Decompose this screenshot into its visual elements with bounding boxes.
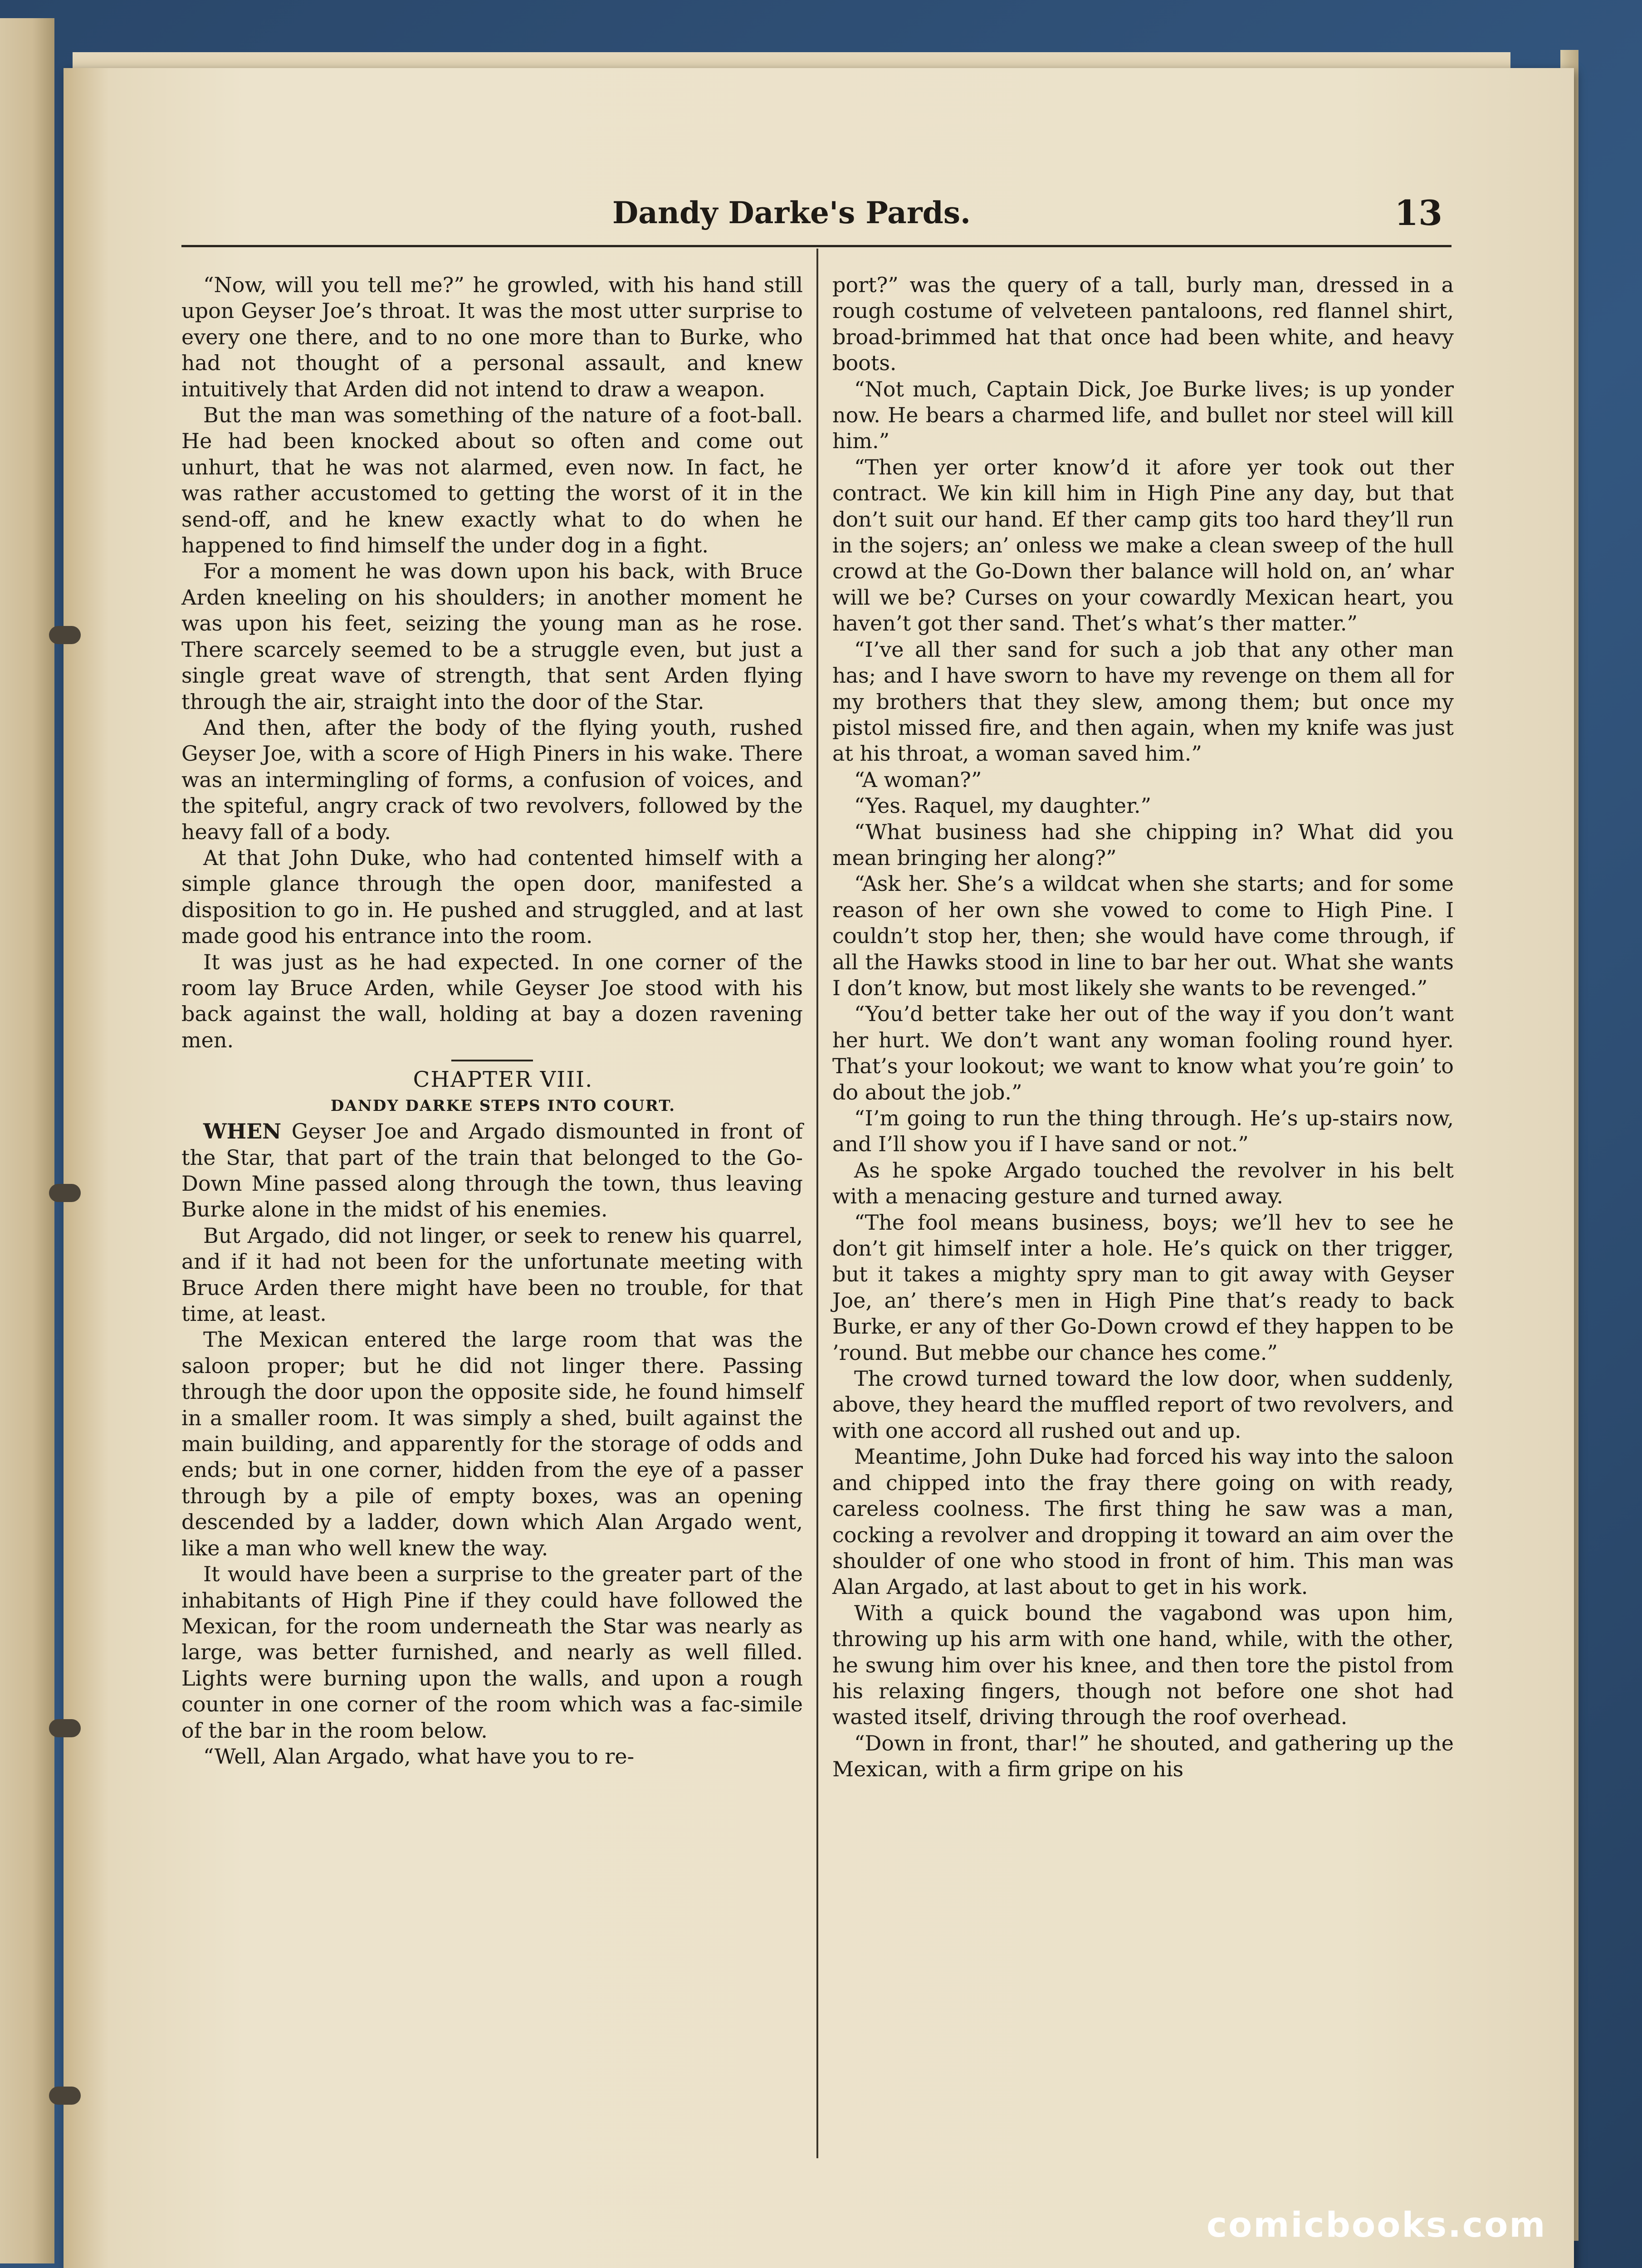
paragraph: At that John Duke, who had contented himself with a simple glance through the open door, manifested a disposition to go in. He pushed and struggled, and at last made good his entrance into the room.: [181, 845, 803, 948]
paragraph: For a moment he was down upon his back, with Bruce Arden kneeling on his shoulders; in another moment he was upon his feet, seizing the young man as he rose. There scarcely seemed to be a struggle even, but just a single great wave of strength, that sent Arden flying through the air, straight into the door of the Star.: [181, 559, 803, 714]
paragraph: And then, after the body of the flying youth, rushed Geyser Joe, with a score of High Piners in his wake. There was an intermingling of forms, a confusion of voices, and the spiteful, angry crack of two revolvers, followed by the heavy fall of a body.: [181, 715, 803, 844]
paragraph: “Then yer orter know’d it afore yer took out ther contract. We kin kill him in High Pine any day, but that don’t suit our hand. Ef ther camp gits too hard they’ll run in the sojers; an’ onless we make a clean sweep of the hull crowd at the Go-Down ther balance will hold on, an’ whar will we be? Curses on your cowardly Mexican heart, you haven’t got ther sand. Thet’s what’s ther matter.”: [832, 455, 1454, 636]
header-rule: [181, 245, 1451, 247]
paragraph: The crowd turned toward the low door, when suddenly, above, they heard the muffled report of two revolvers, and with one accord all rushed out and up.: [832, 1366, 1454, 1443]
running-head: [181, 181, 1451, 240]
paragraph: “You’d better take her out of the way if you don’t want her hurt. We don’t want any woman fooling round hyer. That’s your lookout; we want to know what you’re goin’ to do about the job.”: [832, 1002, 1454, 1105]
paragraph: “Down in front, thar!” he shouted, and gathering up the Mexican, with a firm gripe on his: [832, 1730, 1454, 1782]
binding-stitch: [49, 1184, 81, 1202]
paragraph: “A woman?”: [854, 767, 982, 792]
binding-stitch: [49, 626, 81, 644]
facing-page-edge: [0, 18, 54, 2263]
paragraph-text: Geyser Joe and Argado dismounted in front of the Star, that part of the train that belonged to the Go-Down Mine passed along through the town, thus leaving Burke alone in the midst of his enemies.: [181, 1119, 803, 1222]
paragraph: But Argado, did not linger, or seek to renew his quarrel, and if it had not been for the unfortunate meeting with Bruce Arden there might have been no trouble, for that time, at least.: [181, 1223, 803, 1326]
paragraph: It would have been a surprise to the greater part of the inhabitants of High Pine if they could have followed the Mexican, for the room underneath the Star was nearly as large, was better furnished, and nearly as well filled. Lights were burning upon the walls, and upon a rough counter in one corner of the room which was a fac-simile of the bar in the room below.: [181, 1562, 803, 1743]
continued-paragraph: port?” was the query of a tall, burly man, dressed in a rough costume of velveteen pantaloons, red flannel shirt, broad-brimmed hat that once had been white, and heavy boots.: [832, 273, 1454, 376]
left-column: [181, 272, 803, 1769]
small-caps-lead: WHEN: [203, 1119, 282, 1144]
binding-stitch: [49, 2087, 81, 2105]
site-watermark: comicbooks.com: [1207, 2204, 1547, 2245]
binding-stitch: [49, 1719, 81, 1737]
paragraph: The Mexican entered the large room that was the saloon proper; but he did not linger there. Passing through the door upon the opposite side, he found himself in a smaller room. It was simply a shed, built against the main building, and apparently for the storage of odds and ends; but in one corner, hidden from the eye of a passer through by a pile of empty boxes, was an opening descended by a ladder, down which Alan Argado went, like a man who well knew the way.: [181, 1327, 803, 1560]
chapter-subtitle: DANDY DARKE STEPS INTO COURT.: [330, 1097, 676, 1115]
paragraph: “The fool means business, boys; we’ll hev to see he don’t git himself inter a hole. He’s quick on ther trigger, but it takes a mighty spry man to git away with Geyser Joe, an’ there’s men in High Pine that’s ready to back Burke, er any of ther Go-Down crowd ef they happen to be ’round. But mebbe our chance hes come.”: [832, 1210, 1454, 1365]
paragraph: But the man was something of the nature of a foot-ball. He had been knocked about so often and come out unhurt, that he was not alarmed, even now. In fact, he was rather accustomed to getting the worst of it in the send-off, and he knew exactly what to do when he happened to find himself the under dog in a fight.: [181, 403, 803, 558]
paragraph: With a quick bound the vagabond was upon him, throwing up his arm with one hand, while, with the other, he swung him over his knee, and then tore the pistol from his relaxing fingers, though not before one shot had wasted itself, driving through the roof overhead.: [832, 1600, 1454, 1730]
paragraph: “Not much, Captain Dick, Joe Burke lives; is up yonder now. He bears a charmed life, and bullet nor steel will kill him.”: [832, 376, 1454, 454]
paragraph: “Ask her. She’s a wildcat when she starts; and for some reason of her own she vowed to come to High Pine. I couldn’t stop her, then; she would have come through, if all the Hawks stood in line to bar her out. What she wants I don’t know, but most likely she wants to be revenged.”: [832, 871, 1454, 1000]
paragraph: As he spoke Argado touched the revolver in his belt with a menacing gesture and turned away.: [832, 1158, 1454, 1209]
paragraph: It was just as he had expected. In one corner of the room lay Bruce Arden, while Geyser Joe stood with his back against the wall, holding at bay a dozen ravening men.: [181, 949, 803, 1052]
paragraph: “I’ve all ther sand for such a job that any other man has; and I have sworn to have my revenge on them all for my brothers that they slew, among them; but once my pistol missed fire, and then again, when my knife was just at his throat, a woman saved him.”: [832, 637, 1454, 766]
page-number: 13: [1394, 193, 1442, 233]
paragraph: “Now, will you tell me?” he growled, with his hand still upon Geyser Joe’s throat. It was the most utter surprise to every one there, and to no one more than to Burke, who had not thought of a personal assault, and knew intuitively that Arden did not intend to draw a weapon.: [181, 273, 803, 401]
right-column: [832, 272, 1454, 1783]
paragraph: “I’m going to run the thing through. He’s up-stairs now, and I’ll show you if I have sand or not.”: [832, 1106, 1454, 1157]
chapter-title: CHAPTER VIII.: [413, 1067, 593, 1093]
running-title: Dandy Darke's Pards.: [612, 195, 971, 230]
chapter-opening-paragraph: [181, 1119, 803, 1223]
paragraph: Meantime, John Duke had forced his way into the saloon and chipped into the fray there going on with ready, careless coolness. The first thing he saw was a man, cocking a revolver and dropping it toward an aim over the shoulder of one who stood in front of him. This man was Alan Argado, at last about to get in his work.: [832, 1444, 1454, 1599]
paragraph: “Yes. Raquel, my daughter.”: [854, 793, 1152, 818]
column-divider: [816, 249, 818, 2158]
paragraph: “What business had she chipping in? What did you mean bringing her along?”: [832, 819, 1454, 870]
paragraph: “Well, Alan Argado, what have you to re-: [203, 1744, 635, 1769]
chapter-rule: [451, 1060, 533, 1061]
